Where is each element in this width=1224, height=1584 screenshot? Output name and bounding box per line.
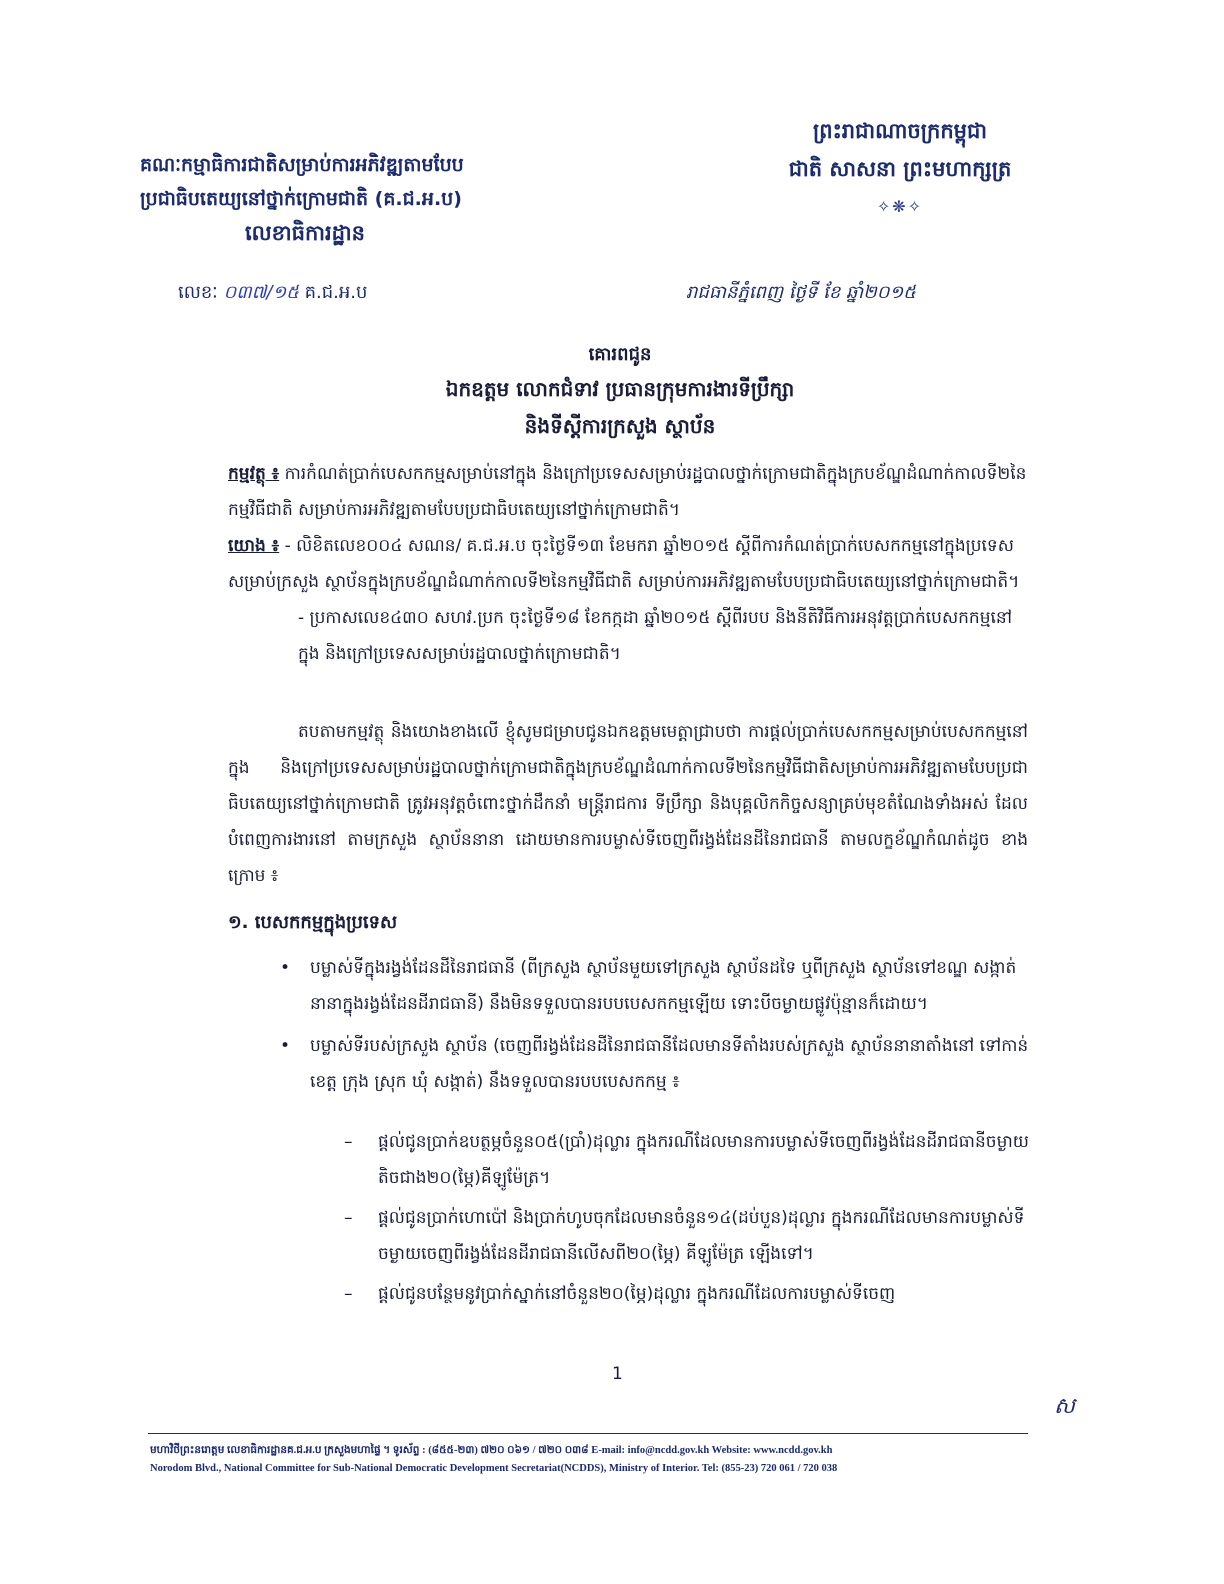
document-date: រាជធានីភ្នំពេញ ថ្ងៃទី ខែ ឆ្នាំ២០១៥ xyxy=(686,282,916,303)
secretariat-title: លេខាធិការដ្ឋាន xyxy=(245,221,365,245)
bullet-icon: • xyxy=(280,958,291,978)
reference-text-2: - ប្រកាសលេខ៤៣០ សហវ.ប្រក ចុះថ្ងៃទី១៨ ខែកក្កដា ឆ្នាំ២០១៥ ស្តីពីរបប និងនីតិវិធីការអនុវត្តប្រាក់បេសកកម្មនៅក្នុង និងក្រៅប្រទេសសម្រាប់រដ្ឋបាលថ្នាក់ក្រោមជាតិ។ xyxy=(298,608,1013,664)
initials-mark: ស xyxy=(1054,1394,1075,1419)
list-item xyxy=(280,1028,1030,1100)
references-label: យោង ៖ xyxy=(228,536,280,556)
authority-line-1: គណៈកម្មាធិការជាតិសម្រាប់ការអភិវឌ្ឍតាមបែប xyxy=(140,154,464,176)
references-block xyxy=(228,528,1028,672)
subject-text: ការកំណត់ប្រាក់បេសកកម្មសម្រាប់នៅក្នុង និងក្រៅប្រទេសសម្រាប់រដ្ឋបាលថ្នាក់ក្រោមជាតិក្នុងក្របខ័ណ្ឌដំណាក់កាលទី២នៃកម្មវិធីជាតិ សម្រាប់ការអភិវឌ្ឍតាមបែបប្រជាធិបតេយ្យនៅថ្នាក់ក្រោមជាតិ។ xyxy=(228,464,1027,520)
body-paragraph: តបតាមកម្មវត្ថុ និងយោងខាងលើ ខ្ញុំសូមជម្រាបជូនឯកឧត្តមមេត្តាជ្រាបថា ការផ្តល់ប្រាក់បេសកកម្មសម្រាប់បេសកកម្មនៅក្នុង និងក្រៅប្រទេសសម្រាប់រដ្ឋបាលថ្នាក់ក្រោមជាតិក្នុងក្របខ័ណ្ឌដំណាក់កាលទី២នៃកម្មវិធីជាតិសម្រាប់ការអភិវឌ្ឍតាមបែបប្រជាធិបតេយ្យនៅថ្នាក់ក្រោមជាតិ ត្រូវអនុវត្តចំពោះថ្នាក់ដឹកនាំ មន្ត្រីរាជការ ទីប្រឹក្សា និងបុគ្គលិកកិច្ចសន្យាគ្រប់មុខតំណែងទាំងអស់ ដែលបំពេញការងារនៅ តាមក្រសួង ស្ថាប័ននានា ដោយមានការបម្លាស់ទីចេញពីរង្វង់ដែនដីនៃរាជធានី តាមលក្ខខ័ណ្ឌកំណត់ដូច ខាងក្រោម ៖ xyxy=(228,722,1028,886)
recipient-salutation: គោរពជូន xyxy=(588,344,652,365)
list-item xyxy=(344,1124,1034,1196)
page-number: 1 xyxy=(612,1364,623,1384)
recipient-line-1: ឯកឧត្តម លោកជំទាវ ប្រធានក្រុមការងារទីប្រឹក្សា xyxy=(445,377,795,401)
subject-label: កម្មវត្ថុ ៖ xyxy=(228,464,280,484)
dash-icon: – xyxy=(344,1132,353,1152)
reference-item xyxy=(228,528,1028,600)
national-motto: ជាតិ សាសនា ព្រះមហាក្សត្រ xyxy=(788,157,1012,181)
dash-text-3: ផ្តល់ជូនបន្ថែមនូវប្រាក់ស្នាក់នៅចំនួន២០(ម្ភៃ)ដុល្លារ ក្នុងករណីដែលការបម្លាស់ទីចេញ xyxy=(378,1284,896,1304)
dash-text-2: ផ្តល់ជូនប្រាក់ហោប៉ៅ និងប្រាក់ហូបចុកដែលមានចំនួន១៤(ដប់បួន)ដុល្លារ ក្នុងករណីដែលមានការបម្លាស់ទីចម្ងាយចេញពីរង្វង់ដែនដីរាជធានីលើសពី២០(ម្ភៃ) គីឡូម៉ែត្រ ឡើងទៅ។ xyxy=(378,1208,1025,1264)
bullet-icon: • xyxy=(280,1036,291,1056)
footer xyxy=(150,1442,1050,1478)
reference-text-1: - លិខិតលេខ០០៤ សណន/ គ.ជ.អ.ប ចុះថ្ងៃទី១៣ ខែមករា ឆ្នាំ២០១៥ ស្តីពីការកំណត់ប្រាក់បេសកកម្មនៅក្នុងប្រទេសសម្រាប់ក្រសួង ស្ថាប័នក្នុងក្របខ័ណ្ឌដំណាក់កាលទី២នៃកម្មវិធីជាតិ សម្រាប់ការអភិវឌ្ឍតាមបែបប្រជាធិបតេយ្យនៅថ្នាក់ក្រោមជាតិ។ xyxy=(228,536,1020,592)
reference-item xyxy=(228,600,1028,672)
bullet-list xyxy=(280,950,1030,1106)
bullet-text-2: បម្លាស់ទីរបស់ក្រសួង ស្ថាប័ន (ចេញពីរង្វង់ដែនដីនៃរាជធានីដែលមានទីតាំងរបស់ក្រសួង ស្ថាប័ននានាតាំងនៅ ទៅកាន់ខេត្ត ក្រុង ស្រុក ឃុំ សង្កាត់) នឹងទទួលបានរបបបេសកកម្ម ៖ xyxy=(310,1036,1029,1092)
recipients-block xyxy=(240,340,1000,444)
list-item xyxy=(344,1200,1034,1272)
list-item xyxy=(280,950,1030,1022)
authority-line-2: ប្រជាធិបតេយ្យនៅថ្នាក់ក្រោមជាតិ (គ.ជ.អ.ប) xyxy=(140,188,462,210)
footer-divider xyxy=(148,1433,1028,1434)
kingdom-motto-block xyxy=(740,112,1060,226)
subject-block xyxy=(228,456,1028,528)
section-heading: ១. បេសកកម្មក្នុងប្រទេស xyxy=(228,912,398,933)
dash-icon: – xyxy=(344,1208,353,1228)
kingdom-title: ព្រះរាជាណាចក្រកម្ពុជា xyxy=(812,119,987,143)
list-item xyxy=(344,1276,1034,1312)
dash-text-1: ផ្តល់ជូនប្រាក់ឧបត្ថម្ភចំនួន០៥(ប្រាំ)ដុល្លារ ក្នុងករណីដែលមានការបម្លាស់ទីចេញពីរង្វង់ដែនដីរាជធានីចម្ងាយតិចជាង២០(ម្ភៃ)គីឡូម៉ែត្រ។ xyxy=(378,1132,1029,1188)
footer-line-english: Norodom Blvd., National Committee for Sub-National Democratic Development Secretariat(NCDDS), Ministry of Interior. Tel: (855-23) 720 061 / 720 038 xyxy=(150,1463,838,1474)
recipient-line-2: និងទីស្តីការក្រសួង ស្ថាប័ន xyxy=(524,414,716,438)
sub-list xyxy=(344,1124,1034,1316)
footer-line-khmer: មហាវិថីព្រះនរោត្តម លេខាធិការដ្ឋានគ.ជ.អ.ប ក្រសួងមហាផ្ទៃ ។ ទូរស័ព្ទ : (៨៥៥-២៣) ៧២០ ០៦១ / ៧២០ ០៣៨ E-mail: info@ncdd.gov.kh Website: www.ncdd.gov.kh xyxy=(150,1445,833,1456)
number-suffix: គ.ជ.អ.ប xyxy=(304,282,368,303)
ornament-divider-icon: ✧❋✧ xyxy=(876,197,924,216)
dash-icon: – xyxy=(344,1284,353,1304)
number-value: ០៣៧/១៥ xyxy=(223,282,299,303)
document-number xyxy=(178,280,367,307)
number-label: លេខៈ xyxy=(178,282,218,303)
bullet-text-1: បម្លាស់ទីក្នុងរង្វង់ដែនដីនៃរាជធានី (ពីក្រសួង ស្ថាប័នមួយទៅក្រសួង ស្ថាប័នដទៃ ឬពីក្រសួង ស្ថាប័នទៅខណ្ឌ សង្កាត់នានាក្នុងរង្វង់ដែនដីរាជធានី) នឹងមិនទទួលបានរបបបេសកកម្មឡើយ ទោះបីចម្ងាយផ្លូវប៉ុន្មានក៏ដោយ។ xyxy=(310,958,1017,1014)
issuing-authority-block xyxy=(140,148,540,250)
